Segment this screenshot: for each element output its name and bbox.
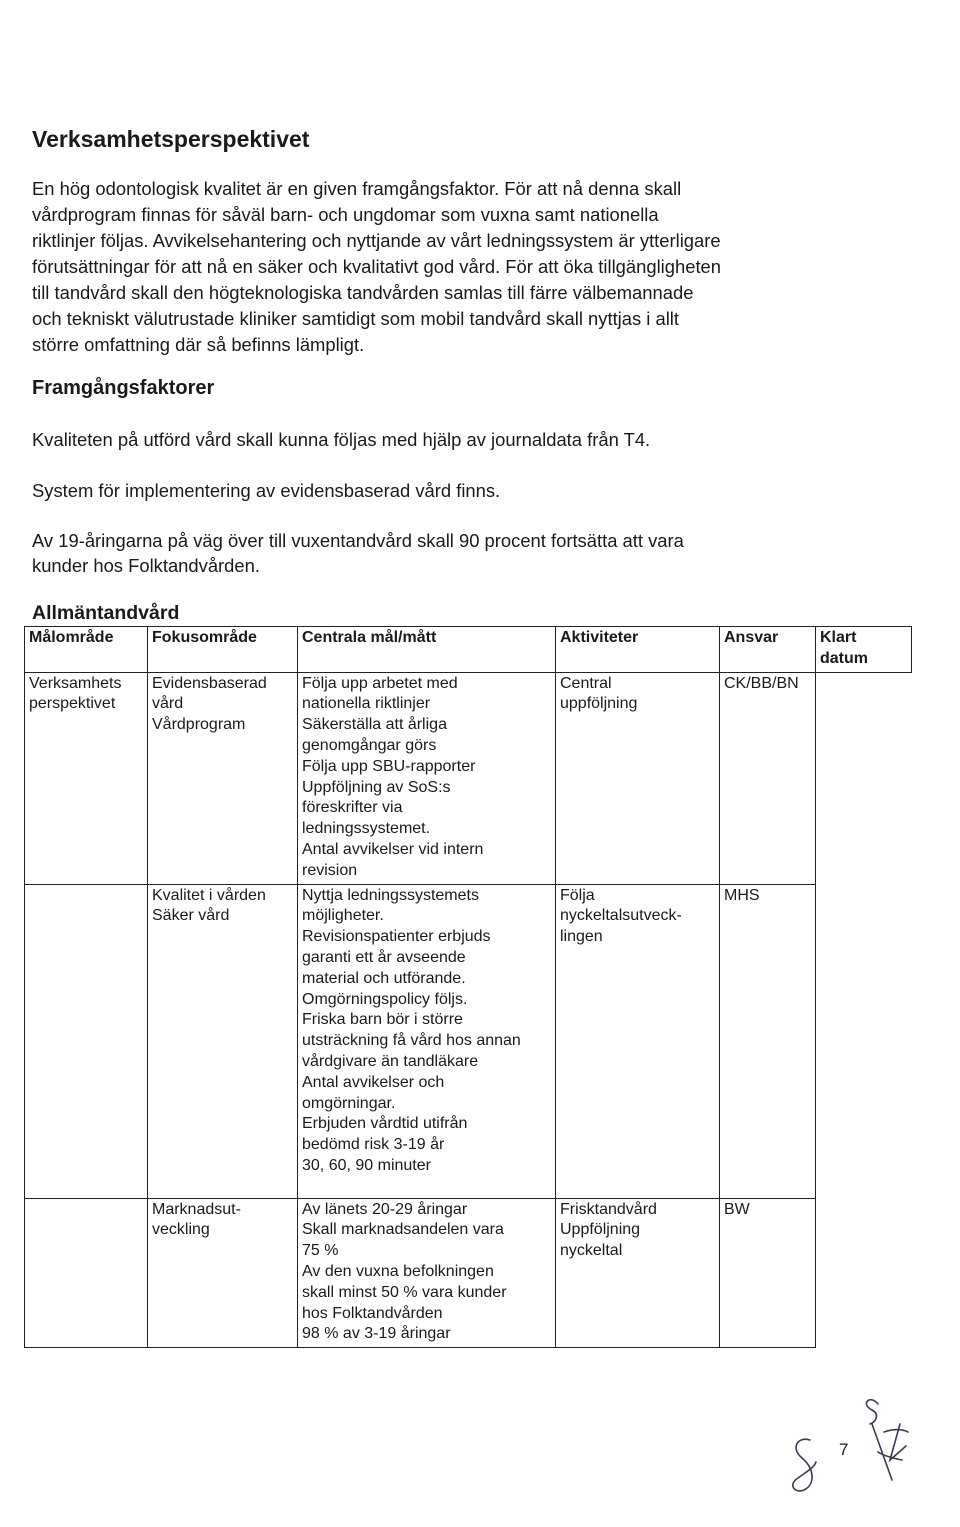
- cell-klart-datum: [816, 1198, 912, 1348]
- cell-line: uppföljning: [560, 695, 638, 713]
- cell-line: Frisktandvård: [560, 1200, 657, 1218]
- cell-fokus: [148, 884, 298, 1198]
- cell-line: Marknadsut-: [152, 1200, 241, 1218]
- cell-line: Uppföljning av SoS:s: [302, 778, 451, 796]
- paragraph-line: Av 19-åringarna på väg över till vuxentandvård skall 90 procent fortsätta att vara: [32, 530, 684, 551]
- table-row: [25, 1198, 912, 1348]
- cell-line: Antal avvikelser och: [302, 1073, 445, 1091]
- cell-line: Friska barn bör i större: [302, 1011, 463, 1029]
- cell-line: Vårdprogram: [152, 716, 246, 734]
- intro-line: En hög odontologisk kvalitet är en given framgångsfaktor. För att nå denna skall: [32, 178, 682, 199]
- success-factor-evidence: System för implementering av evidensbaserad vård finns.: [32, 480, 501, 501]
- cell-line: Säkerställa att årliga: [302, 716, 447, 734]
- signature-stroke-loop: [866, 1400, 878, 1424]
- goals-table: [24, 626, 912, 1348]
- intro-line: till tandvård skall den högteknologiska tandvården samlas till färre välbemannade: [32, 282, 694, 303]
- intro-line: riktlinjer följas. Avvikelsehantering och nyttjande av vårt ledningssystem är ytterligare: [32, 230, 721, 251]
- cell-line: 30, 60, 90 minuter: [302, 1156, 431, 1174]
- cell-line: Säker vård: [152, 907, 230, 925]
- cell-line: nyckeltal: [560, 1242, 623, 1260]
- cell-line: veckling: [152, 1221, 210, 1239]
- header-ansvar: Ansvar: [720, 627, 816, 673]
- intro-line: vårdprogram finnas för såväl barn- och ungdomar som vuxna samt nationella: [32, 204, 659, 225]
- cell-line: Skall marknadsandelen vara: [302, 1221, 504, 1239]
- page-number: 7: [839, 1440, 849, 1459]
- cell-line: skall minst 50 % vara kunder: [302, 1283, 507, 1301]
- cell-line: vård: [152, 695, 184, 713]
- cell-line: Revisionspatienter erbjuds: [302, 928, 491, 946]
- page-heading: Verksamhetsperspektivet: [32, 126, 310, 152]
- cell-line: bedömd risk 3-19 år: [302, 1136, 445, 1154]
- cell-line: nationella riktlinjer: [302, 695, 431, 713]
- table-row: [25, 884, 912, 1198]
- cell-line: Evidensbaserad: [152, 674, 267, 692]
- cell-aktiviteter: [556, 672, 720, 884]
- cell-klart-datum: [816, 884, 912, 1198]
- cell-line: Nyttja ledningssystemets: [302, 886, 479, 904]
- cell-mal: [298, 1198, 556, 1348]
- cell-line: ledningssystemet.: [302, 820, 431, 838]
- cell-aktiviteter: [556, 884, 720, 1198]
- cell-line: Central: [560, 674, 612, 692]
- cell-line: material och utförande.: [302, 969, 466, 987]
- table-header-row: [25, 627, 912, 673]
- cell-fokus: [148, 1198, 298, 1348]
- intro-line: större omfattning där så befinns lämpligt.: [32, 334, 365, 355]
- table-row: [25, 672, 912, 884]
- cell-mal: [298, 672, 556, 884]
- signature-stroke-stem: [872, 1424, 892, 1480]
- header-fokusomrade: Fokusområde: [148, 627, 298, 673]
- cell-line: utsträckning få vård hos annan: [302, 1032, 521, 1050]
- cell-line: Omgörningspolicy följs.: [302, 990, 468, 1008]
- cell-malomrade: [25, 1198, 148, 1348]
- cell-aktiviteter: [556, 1198, 720, 1348]
- cell-line: Verksamhets: [29, 674, 122, 692]
- table-title: Allmäntandvård: [32, 602, 180, 624]
- cell-ansvar: BW: [720, 1198, 816, 1348]
- cell-line: Följa upp arbetet med: [302, 674, 458, 692]
- cell-fokus: [148, 672, 298, 884]
- signature-stroke-bar: [884, 1430, 908, 1432]
- cell-line: revision: [302, 861, 358, 879]
- intro-line: förutsättningar för att nå en säker och kvalitativt god vård. För att öka tillgängligheten: [32, 256, 722, 277]
- intro-line: och tekniskt välutrustade kliniker samtidigt som mobil tandvård skall nyttjas i allt: [32, 308, 680, 329]
- cell-line: omgörningar.: [302, 1094, 396, 1112]
- signature-stroke-s: [793, 1439, 816, 1491]
- cell-line: Kvalitet i vården: [152, 886, 266, 904]
- header-centrala-mal: Centrala mål/mått: [298, 627, 556, 673]
- cell-line: Av den vuxna befolkningen: [302, 1262, 494, 1280]
- cell-malomrade: [25, 672, 148, 884]
- success-factor-retention: [32, 528, 892, 578]
- header-malomrade: Målområde: [25, 627, 148, 673]
- cell-line: föreskrifter via: [302, 799, 403, 817]
- intro-paragraph: [32, 176, 892, 358]
- cell-line: 75 %: [302, 1242, 339, 1260]
- cell-line: perspektivet: [29, 695, 116, 713]
- cell-line: Av länets 20-29 åringar: [302, 1200, 468, 1218]
- header-klart-datum: Klart datum: [816, 627, 912, 673]
- cell-line: möjligheter.: [302, 907, 384, 925]
- cell-line: lingen: [560, 928, 603, 946]
- cell-klart-datum: [816, 672, 912, 884]
- cell-line: 98 % av 3-19 åringar: [302, 1325, 451, 1343]
- cell-line: Erbjuden vårdtid utifrån: [302, 1115, 468, 1133]
- cell-line: vårdgivare än tandläkare: [302, 1052, 479, 1070]
- cell-mal: [298, 884, 556, 1198]
- cell-line: garanti ett år avseende: [302, 948, 466, 966]
- header-aktiviteter: Aktiviteter: [556, 627, 720, 673]
- section-heading-framgangsfaktorer: Framgångsfaktorer: [32, 377, 215, 399]
- cell-ansvar: CK/BB/BN: [720, 672, 816, 884]
- cell-ansvar: MHS: [720, 884, 816, 1198]
- cell-line: Antal avvikelser vid intern: [302, 840, 484, 858]
- cell-line: nyckeltalsutveck-: [560, 907, 682, 925]
- cell-line: hos Folktandvården: [302, 1304, 443, 1322]
- cell-malomrade: [25, 884, 148, 1198]
- cell-line: Uppföljning: [560, 1221, 641, 1239]
- cell-line: Följa upp SBU-rapporter: [302, 757, 476, 775]
- paragraph-line: kunder hos Folktandvården.: [32, 555, 260, 576]
- success-factor-journal: Kvaliteten på utförd vård skall kunna följas med hjälp av journaldata från T4.: [32, 429, 651, 450]
- handwritten-signature: [780, 1388, 940, 1508]
- cell-line: genomgångar görs: [302, 736, 437, 754]
- cell-line: Följa: [560, 886, 595, 904]
